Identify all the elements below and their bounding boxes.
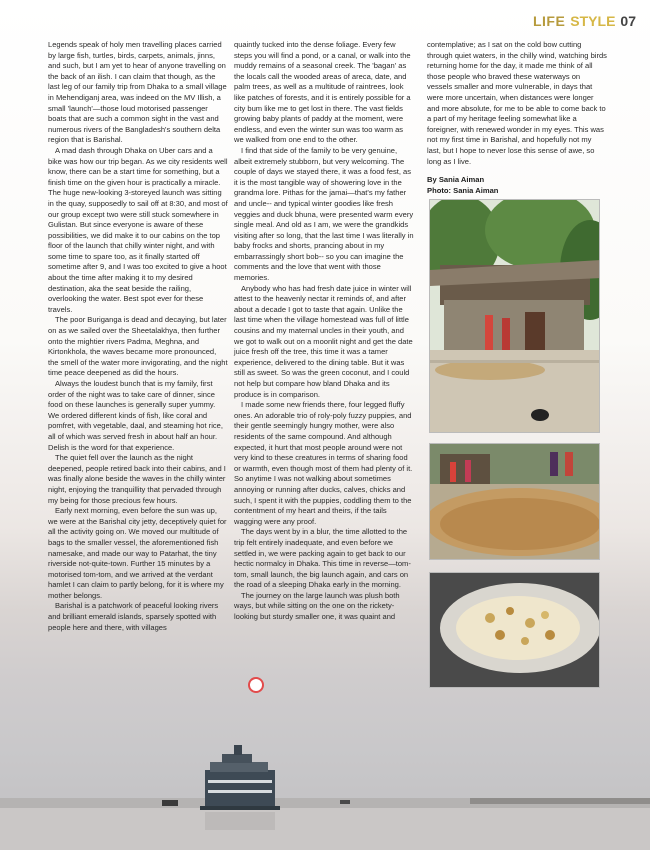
section-name-style: STYLE: [570, 13, 616, 29]
paragraph: Barishal is a patchwork of peaceful looking rivers and brilliant emerald islands, sparsely spotted with people here and there, with villages: [48, 601, 219, 632]
byline: [427, 175, 607, 196]
paragraph: I find that side of the family to be very genuine, albeit extremely stubborn, but very welcoming. The couple of days we stayed there, it was a food fest, as it is the most tangible way of showering love in the grandma lore. Pithas for the jamai—that's my father and uncle-- and typical winter goodies like fresh veggies and duck bhuna, were presented warm every single meal. And old as I am, we were the grandkids visiting after so long, that the last time I was literally in baby frocks and shorts, prancing about in my embarrassingly short bob-- so you can imagine the comments and the love that went with those memories.: [234, 145, 414, 283]
article-column-1: [48, 40, 228, 633]
paragraph: The poor Buriganga is dead and decaying, but later on as we sailed over the Sheetalakhya, then further onto the mightier rivers Padma, Meghna, and Kirtonkhola, the waves became more pronounced, the smell of the water more invigorating, and the night time peace deepened as did the hours.: [48, 315, 228, 378]
drying-paddy-illustration: [430, 444, 600, 560]
author-credit: By Sania Aiman: [427, 175, 485, 185]
article-column-3: [427, 40, 607, 196]
river-scene-background: [0, 720, 650, 850]
article-column-2: [234, 40, 414, 623]
pitha-plate-photo: [429, 572, 600, 688]
paragraph: contemplative; as I sat on the cold bow cutting through quiet waters, in the chilly wind, watching birds returning home for the day, it made me think of all those people who braved these waterways on vessels smaller and more vulnerable, in days that were more uncertain, when distances were longer and more absolute, for me to be able to come back to a part of my heritage feeling somewhat like a foreigner, with renewed wonder in my eyes. This was not my first time in Barishal, and hopefully not my last, but I hope to never lose this sense of awe, so long as I live.: [427, 40, 607, 166]
paragraph: The quiet fell over the launch as the night deepened, people retired back into their cabins, and I was finally alone beside the waves in the chilly winter night, enjoying the tranquillity that pervaded through my being for those precious few hours.: [48, 453, 226, 505]
photo-credit: Photo: Sania Aiman: [427, 185, 499, 195]
paragraph: A mad dash through Dhaka on Uber cars and a bike was how our trip began. As we city residents well know, there can be a start time for something, but a finish time on the given hour is practically a miracle. The huge new-looking 3-storeyed launch was sitting in the quay, supposedly to sail off at 8:30, and most of our group except two were still stuck somewhere in Gulistan. But since everyone is aware of these possibilities, we did make it to our cabins on the top floor of the launch that chilly winter night, and with some time to spare too, as it finally started off sometime after 9, and I was too excited to give a hoot about the time after making it to my desired destination, aka the seat beside the railing, overlooking the water. Best spot ever for these travels.: [48, 145, 228, 314]
paragraph: Legends speak of holy men travelling places carried by large fish, turtles, birds, carpets, animals, jinns, and such, but I am yet to hear of anyone travelling on the back of an ilish. I can claim that though, as the last leg of our family trip from Dhaka to a small village in Mehendiganj area, was indeed on the MV Illish, a small 'launch'—those loud motorised passenger boats that are such a common sight in the vast and numerous rivers of the Bangladesh's southern delta region that is Barishal.: [48, 40, 227, 145]
paragraph: I made some new friends there, four legged fluffy ones. An adorable trio of roly-poly fuzzy puppies, and their gentle seemingly hungry mother, were also residents of the same compound. And although expected, it hurt that most people around were not very kind to these creatures in terms of sharing food or warmth, even though most of them had plenty of it. So anytime I was not walking about sometimes annoying or running after ducks, calves, chicks and such, I spent it with the puppies, coddling them to the contentment of my heart and theirs, if the tails wagging were any proof.: [234, 400, 413, 526]
paragraph: The journey on the large launch was plush both ways, but while sitting on the one on the rickety-looking but sturdy smaller one, it was quaint and: [234, 590, 400, 622]
sun-icon: [248, 677, 264, 693]
village-homestead-illustration: [430, 200, 600, 433]
village-homestead-photo: [429, 199, 600, 433]
section-name-life: LIFE: [532, 13, 566, 29]
drying-paddy-photo: [429, 443, 600, 560]
page-number: 07: [620, 13, 636, 29]
paragraph: Anybody who has had fresh date juice in winter will attest to the heavenly nectar it reminds of, and after about a decade I got to taste that again. Unlike the last time when the village homestead was full of little cousins and my maternal uncles in their youth, and we got to walk out on a moonlit night and get the date juice fresh off the tree, this time it was a tamer experience, delivered to the dining table. But it was still as sweet. So was the green coconut, and I could not help but compare how bland Dhaka and its produce is in comparison.: [234, 283, 413, 399]
paragraph: quaintly tucked into the dense foliage. Every few steps you will find a pond, or a canal, or walk into the muddy remains of a seasonal creek. The 'bagan' as the locals call the wooded areas of areca, date, and palm trees, as well as a multitude of raintrees, look like patches of forests, and it is entirely possible for a city bum like me to get lost in there. The vast fields growing baby plants of paddy at the moment, were endless, and even the winter sun was too warm as we walked from one end to the other.: [234, 40, 411, 145]
paragraph: Always the loudest bunch that is my family, first order of the night was to take care of dinner, since food on these launches is generally super yummy. We ordered different kinds of fish, like coral and pomfret, with vegetable, daal, and steaming hot rice, all of which was served fresh in about half an hour. Delish is the word for that experience.: [48, 379, 223, 452]
paragraph: The days went by in a blur, the time allotted to the trip felt entirely inadequate, and even before we settled in, we were packing again to get back to our hectic normalcy in Dhaka. This time in reverse—tom-tom, small launch, the big launch again, and cars on the road of a sleeping Dhaka early in the morning.: [234, 527, 411, 590]
pitha-plate-illustration: [430, 573, 600, 688]
river-launch-illustration: [0, 720, 650, 850]
paragraph: Early next morning, even before the sun was up, we were at the Barishal city jetty, deceptively quiet for all the activity going on. We moved our multitude of bags to the smaller vessel, the aforementioned fish namesake, and made our way to Patarhat, the tiny riverside not-quite-town. Further 15 minutes by a motorised tom-tom, and we arrived at the verdant hamlet I can claim to partly belong, for it is where my mother belongs.: [48, 506, 227, 600]
section-header: [533, 10, 636, 32]
